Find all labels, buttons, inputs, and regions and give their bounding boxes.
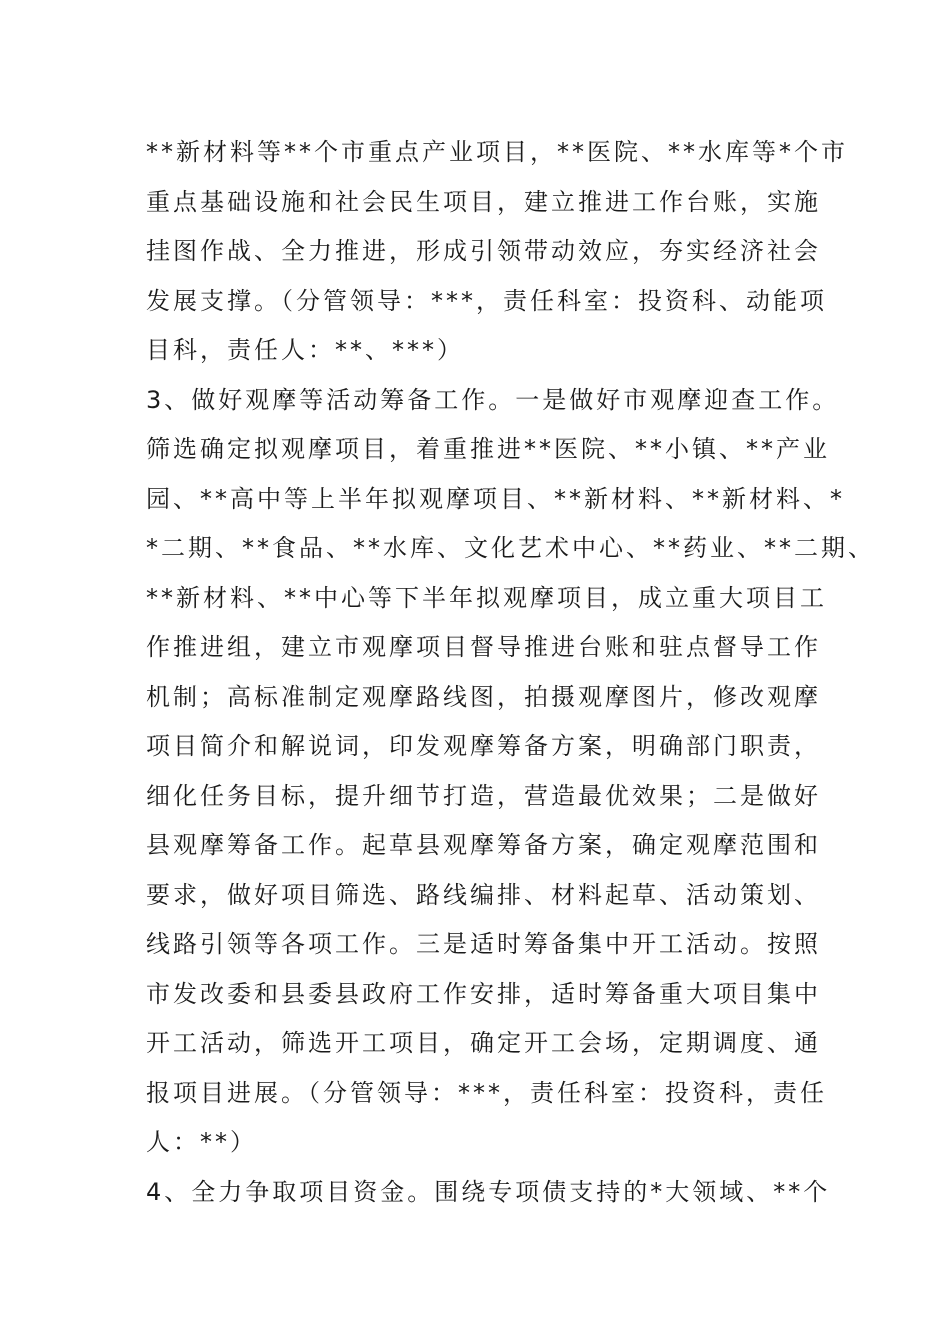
text-line: 项目简介和解说词，印发观摩筹备方案，明确部门职责， [146,732,821,760]
item-3-heading-line: 3、做好观摩等活动筹备工作。一是做好市观摩迎查工作。 [146,385,840,414]
text-line: **新材料等**个市重点产业项目，**医院、**水库等*个市 [146,138,848,166]
text-line: 园、**高中等上半年拟观摩项目、**新材料、**新材料、* [146,484,845,513]
text-line: 要求，做好项目筛选、路线编排、材料起草、活动策划、 [146,880,821,909]
text-line: 开工活动，筛选开工项目，确定开工会场，定期调度、通 [146,1029,821,1057]
text-line: 机制；高标准制定观摩路线图，拍摄观摩图片，修改观摩 [146,682,821,711]
text-line: 作推进组，建立市观摩项目督导推进台账和驻点督导工作 [146,633,821,661]
text-line: *二期、**食品、**水库、文化艺术中心、**药业、**二期、 [146,534,875,562]
text-line: **新材料、**中心等下半年拟观摩项目，成立重大项目工 [146,583,827,612]
text-line: 筛选确定拟观摩项目，着重推进**医院、**小镇、**产业 [146,435,830,463]
text-line: 报项目进展。（分管领导：***，责任科室：投资科，责任 [146,1078,827,1107]
text-line: 发展支撑。（分管领导：***，责任科室：投资科、动能项 [146,286,827,315]
text-line: 县观摩筹备工作。起草县观摩筹备方案，确定观摩范围和 [146,831,821,859]
document-body [146,128,875,1217]
text-line: 细化任务目标，提升细节打造，营造最优效果；二是做好 [146,781,821,810]
text-line: 市发改委和县委县政府工作安排，适时筹备重大项目集中 [146,979,821,1008]
text-line: 重点基础设施和社会民生项目，建立推进工作台账，实施 [146,187,821,216]
item-4-heading-line: 4、全力争取项目资金。围绕专项债支持的*大领域、**个 [146,1177,831,1206]
text-line: 线路引领等各项工作。三是适时筹备集中开工活动。按照 [146,930,821,958]
text-line: 目科，责任人：**、***） [146,336,464,364]
text-line: 人：**） [146,1128,257,1156]
text-line: 挂图作战、全力推进，形成引领带动效应，夯实经济社会 [146,237,821,265]
